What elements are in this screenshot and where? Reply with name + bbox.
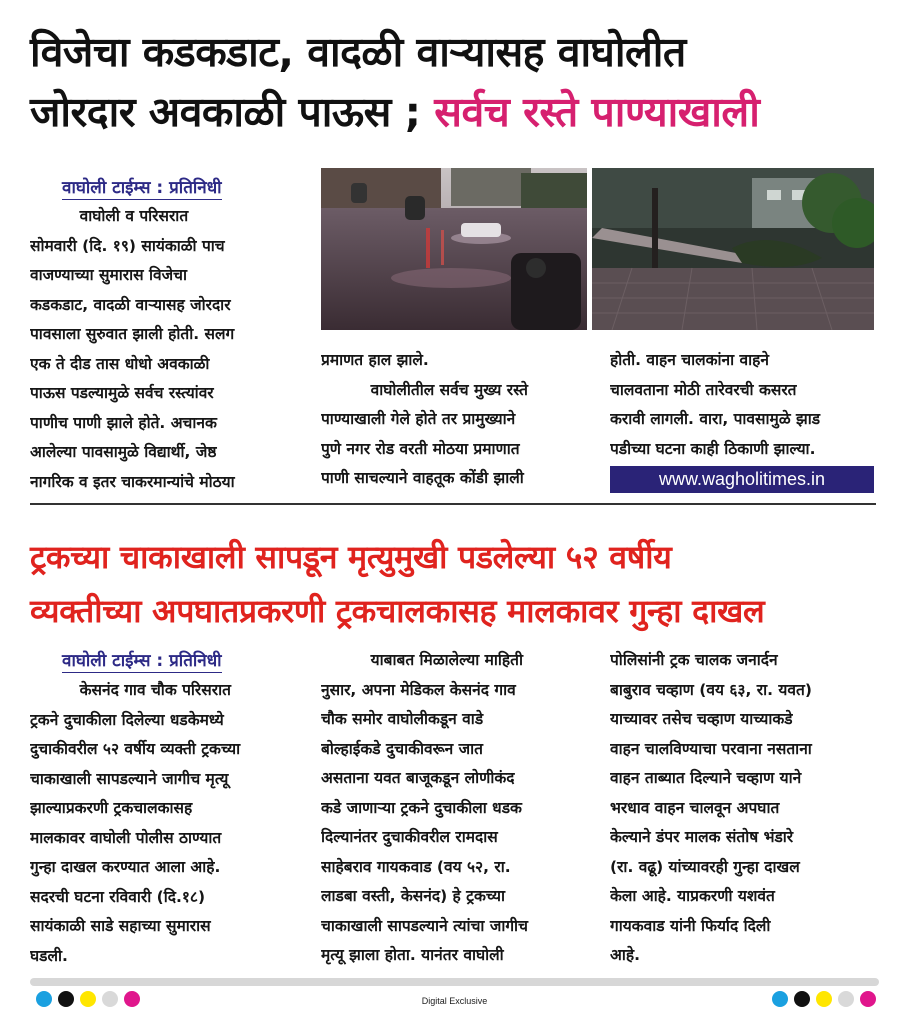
article-line: पुणे नगर रोड वरती मोठया प्रमाणात: [321, 439, 520, 458]
article-line: चौक समोर वाघोलीकडून वाडे: [321, 710, 484, 728]
article-line: घडली.: [30, 946, 68, 965]
article-line: याच्यावर तसेच चव्हाण याच्याकडे: [610, 710, 793, 728]
article-line: चाकाखाली सापडल्याने जागीच मृत्यू: [30, 769, 229, 788]
article-line: सोमवारी (दि. १९) सायंकाळी पाच: [30, 236, 225, 255]
fallen-tree-photo: [592, 168, 874, 330]
article-line: कडकडाट, वादळी वाऱ्यासह जोरदार: [30, 295, 231, 314]
article-line: आलेल्या पावसामुळे विद्यार्थी, जेष्ठ: [30, 443, 217, 461]
article-line: पावसाला सुरुवात झाली होती. सलग: [30, 325, 235, 343]
article-line: मृत्यू झाला होता. यानंतर वाघोली: [321, 946, 504, 964]
story1-column-1: [30, 202, 302, 497]
story2-byline: वाघोली टाईम्स : प्रतिनिधी: [62, 648, 222, 673]
story2-column-3: [610, 646, 876, 971]
article-line: बाबुराव चव्हाण (वय ६३, रा. यवत): [610, 680, 812, 699]
story1-headline-line1: विजेचा कडकडाट, वादळी वाऱ्यासह वाघोलीत: [30, 28, 686, 76]
article-line: होती. वाहन चालकांना वाहने: [610, 351, 770, 369]
footer-label: Digital Exclusive: [421, 996, 488, 1006]
article-line: पाऊस पडल्यामुळे सर्वच रस्त्यांवर: [30, 384, 214, 402]
story2-column-2: [321, 646, 587, 971]
article-line: लाडबा वस्ती, केसनंद) हे ट्रकच्या: [321, 887, 506, 905]
article-line: वाघोलीतील सर्वच मुख्य रस्ते: [370, 380, 528, 399]
article-line: कडे जाणाऱ्या ट्रकने दुचाकीला धडक: [321, 798, 522, 817]
article-line: केल्याने डंपर मालक संतोष भंडारे: [610, 828, 794, 846]
article-line: दुचाकीवरील ५२ वर्षीय व्यक्ती ट्रकच्या: [30, 740, 241, 758]
section-divider: [30, 503, 876, 505]
article-line: पाण्याखाली गेले होते तर प्रामुख्याने: [321, 410, 516, 428]
story1-column-2: [321, 346, 587, 494]
footer-bar: [30, 978, 879, 986]
article-line: वाहन चालविण्याचा परवाना नसताना: [610, 739, 812, 758]
article-line: सदरची घटना रविवारी (दि.१८): [30, 887, 206, 906]
flooded-road-photo: [321, 168, 587, 330]
story2-headline-line1: ट्रकच्या चाकाखाली सापडून मृत्युमुखी पडलेल्या ५२ वर्षीय: [30, 538, 672, 576]
story2-column-1: [30, 676, 302, 971]
story2-headline: [30, 530, 890, 638]
registration-dot: [772, 991, 788, 1007]
article-line: गुन्हा दाखल करण्यात आला आहे.: [30, 858, 221, 876]
article-line: साहेबराव गायकवाड (वय ५२, रा.: [321, 857, 511, 876]
article-line: मालकावर वाघोली पोलीस ठाण्यात: [30, 828, 222, 847]
article-line: गायकवाड यांनी फिर्याद दिली: [610, 916, 771, 935]
story1-headline-line2: [30, 82, 890, 142]
article-line: याबाबत मिळालेल्या माहिती: [370, 651, 523, 669]
article-line: चाकाखाली सापडल्याने त्यांचा जागीच: [321, 916, 528, 935]
story1-column-3: [610, 346, 874, 464]
registration-dot: [794, 991, 810, 1007]
article-line: भरधाव वाहन चालवून अपघात: [610, 798, 780, 817]
story2-headline-line2: व्यक्तीच्या अपघातप्रकरणी ट्रकचालकासह मालकावर गुन्हा दाखल: [30, 592, 765, 630]
article-line: ट्रकने दुचाकीला दिलेल्या धडकेमध्ये: [30, 710, 224, 729]
article-line: नागरिक व इतर चाकरमान्यांचे मोठया: [30, 472, 235, 491]
article-line: वाजण्याच्या सुमारास विजेचा: [30, 266, 188, 284]
article-line: (रा. वढू) यांच्यावरही गुन्हा दाखल: [610, 857, 800, 876]
story1-headline-line2-black: जोरदार अवकाळी पाऊस ;: [30, 88, 421, 136]
article-line: वाहन ताब्यात दिल्याने चव्हाण याने: [610, 769, 802, 787]
article-line: प्रमाणत हाल झाले.: [321, 351, 429, 369]
color-registration-dots-right: [772, 991, 876, 1007]
article-line: झाल्याप्रकरणी ट्रकचालकासह: [30, 799, 193, 817]
article-line: वाघोली व परिसरात: [79, 207, 189, 225]
article-line: चालवताना मोठी तारेवरची कसरत: [610, 380, 797, 399]
article-line: पडीच्या घटना काही ठिकाणी झाल्या.: [610, 439, 816, 458]
article-line: पाणी साचल्याने वाहतूक कोंडी झाली: [321, 469, 524, 487]
story1-headline: [30, 22, 890, 142]
story1-headline-line2-pink: सर्वच रस्ते पाण्याखाली: [434, 88, 760, 136]
story1-byline: वाघोली टाईम्स : प्रतिनिधी: [62, 175, 222, 200]
article-line: पोलिसांनी ट्रक चालक जनार्दन: [610, 651, 778, 669]
article-line: करावी लागली. वारा, पावसामुळे झाड: [610, 410, 821, 428]
website-url-banner: www.wagholitimes.in: [610, 466, 874, 493]
article-line: आहे.: [610, 946, 640, 964]
registration-dot: [838, 991, 854, 1007]
article-line: सायंकाळी साडे सहाच्या सुमारास: [30, 917, 211, 935]
article-line: असताना यवत बाजूकडून लोणीकंद: [321, 769, 515, 787]
article-line: पाणीच पाणी झाले होते. अचानक: [30, 413, 217, 432]
article-line: एक ते दीड तास धोधो अवकाळी: [30, 354, 210, 373]
article-line: नुसार, अपना मेडिकल केसनंद गाव: [321, 680, 516, 699]
article-line: केसनंद गाव चौक परिसरात: [79, 681, 231, 699]
article-line: बोल्हाईकडे दुचाकीवरून जात: [321, 739, 484, 758]
article-line: केला आहे. याप्रकरणी यशवंत: [610, 887, 775, 905]
article-line: दिल्यानंतर दुचाकीवरील रामदास: [321, 828, 498, 846]
registration-dot: [816, 991, 832, 1007]
registration-dot: [860, 991, 876, 1007]
